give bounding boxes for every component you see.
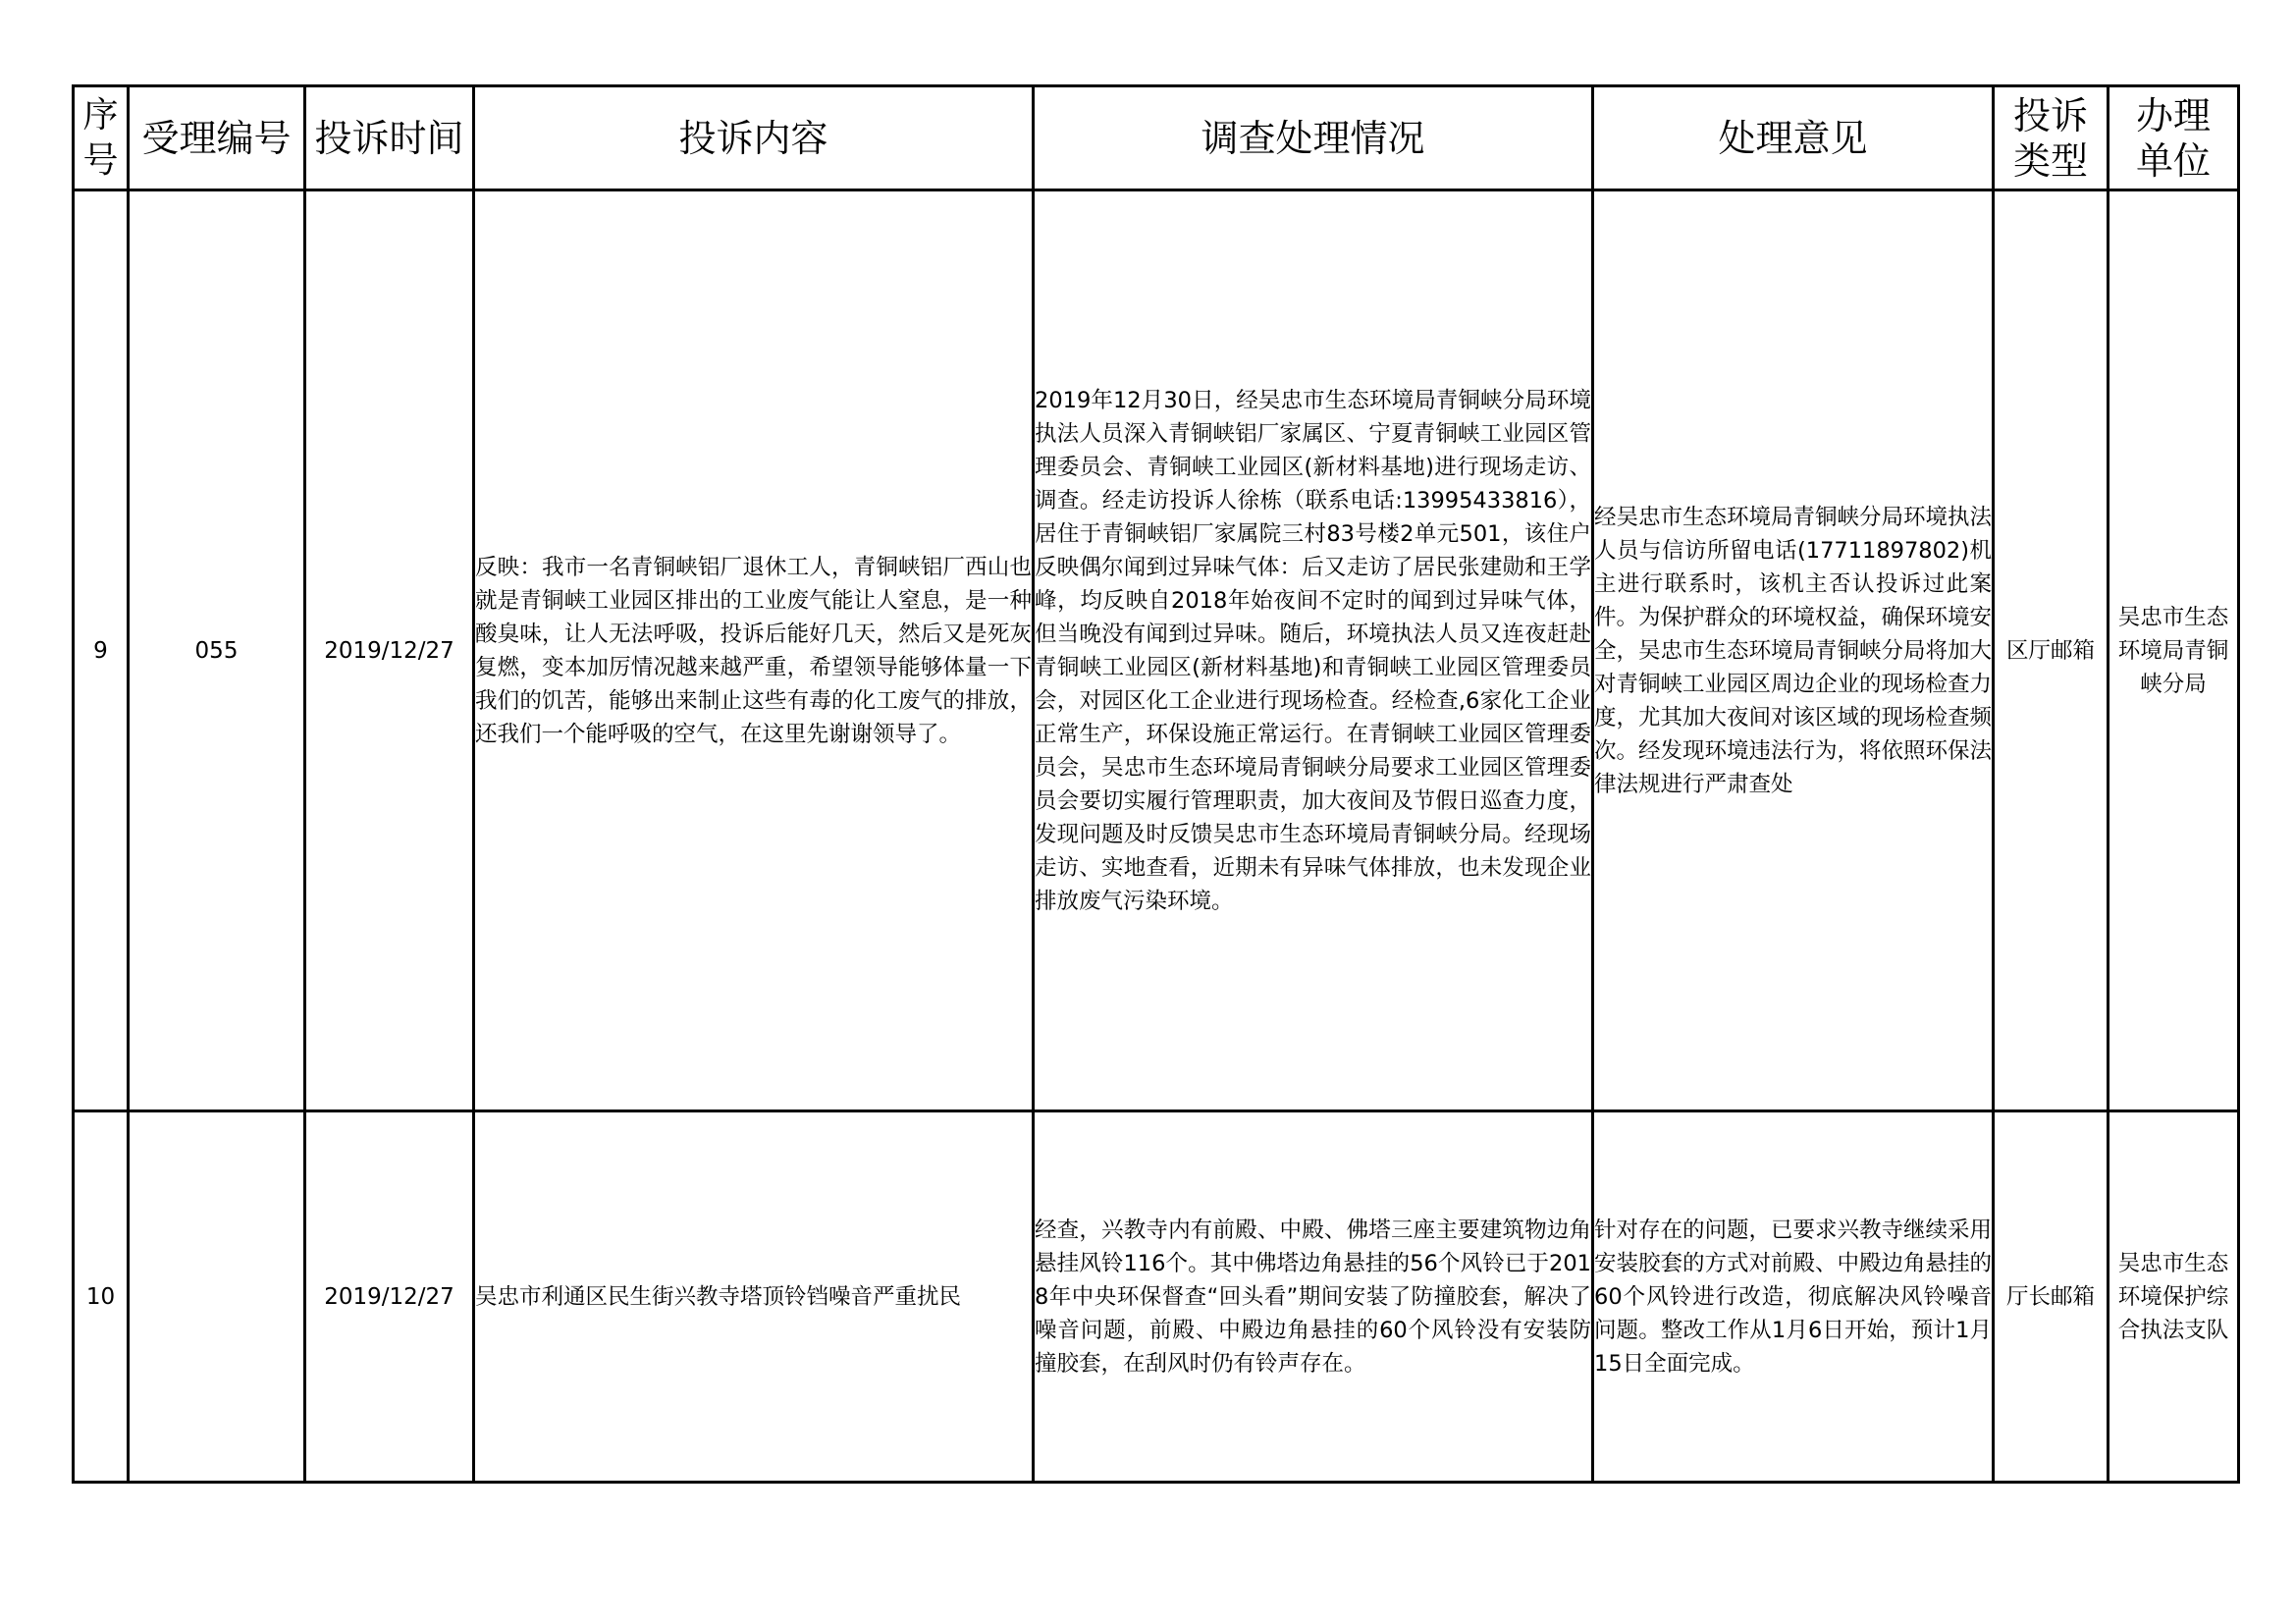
complaints-table <box>72 84 2240 1484</box>
header-opinion: 处理意见 <box>1593 86 1994 190</box>
cell-unit: 吴忠市生态环境局青铜峡分局 <box>2109 190 2239 1111</box>
cell-opinion: 针对存在的问题，已要求兴教寺继续采用安装胶套的方式对前殿、中殿边角悬挂的60个风铃进行改造，彻底解决风铃噪音问题。整改工作从1月6日开始，预计1月15日全面完成。 <box>1593 1111 1994 1483</box>
cell-accept-no <box>129 1111 305 1483</box>
cell-opinion: 经吴忠市生态环境局青铜峡分局环境执法人员与信访所留电话(17711897802)机主进行联系时，该机主否认投诉过此案件。为保护群众的环境权益，确保环境安全，吴忠市生态环境局青铜峡分局将加大对青铜峡工业园区周边企业的现场检查力度，尤其加大夜间对该区域的现场检查频次。经发现环境违法行为，将依照环保法律法规进行严肃查处 <box>1593 190 1994 1111</box>
cell-content: 反映：我市一名青铜峡铝厂退休工人，青铜峡铝厂西山也就是青铜峡工业园区排出的工业废气能让人窒息，是一种酸臭味，让人无法呼吸，投诉后能好几天，然后又是死灰复燃，变本加厉情况越来越严重，希望领导能够体量一下我们的饥苦，能够出来制止这些有毒的化工废气的排放，还我们一个能呼吸的空气，在这里先谢谢领导了。 <box>474 190 1034 1111</box>
header-unit: 办理单位 <box>2109 86 2239 190</box>
cell-investigation: 2019年12月30日，经吴忠市生态环境局青铜峡分局环境执法人员深入青铜峡铝厂家属区、宁夏青铜峡工业园区管理委员会、青铜峡工业园区(新材料基地)进行现场走访、调查。经走访投诉人徐栋（联系电话:13995433816），居住于青铜峡铝厂家属院三村83号楼2单元501，该住户反映偶尔闻到过异味气体：后又走访了居民张建勋和王学峰，均反映自2018年始夜间不定时的闻到过异味气体，但当晚没有闻到过异味。随后，环境执法人员又连夜赶赴青铜峡工业园区(新材料基地)和青铜峡工业园区管理委员会，对园区化工企业进行现场检查。经检查,6家化工企业正常生产，环保设施正常运行。在青铜峡工业园区管理委员会，吴忠市生态环境局青铜峡分局要求工业园区管理委员会要切实履行管理职责，加大夜间及节假日巡查力度，发现问题及时反馈吴忠市生态环境局青铜峡分局。经现场走访、实地查看，近期未有异味气体排放，也未发现企业排放废气污染环境。 <box>1034 190 1593 1111</box>
header-seq: 序号 <box>74 86 129 190</box>
cell-unit: 吴忠市生态环境保护综合执法支队 <box>2109 1111 2239 1483</box>
cell-type: 区厅邮箱 <box>1994 190 2109 1111</box>
table-row <box>74 190 2239 1111</box>
header-complaint-time: 投诉时间 <box>305 86 474 190</box>
header-type: 投诉类型 <box>1994 86 2109 190</box>
cell-content: 吴忠市利通区民生街兴教寺塔顶铃铛噪音严重扰民 <box>474 1111 1034 1483</box>
cell-seq: 10 <box>74 1111 129 1483</box>
header-investigation: 调查处理情况 <box>1034 86 1593 190</box>
table-row <box>74 1111 2239 1483</box>
cell-investigation: 经查，兴教寺内有前殿、中殿、佛塔三座主要建筑物边角悬挂风铃116个。其中佛塔边角悬挂的56个风铃已于2018年中央环保督查“回头看”期间安装了防撞胶套，解决了噪音问题，前殿、中殿边角悬挂的60个风铃没有安装防撞胶套，在刮风时仍有铃声存在。 <box>1034 1111 1593 1483</box>
header-row <box>74 86 2239 190</box>
cell-complaint-time: 2019/12/27 <box>305 190 474 1111</box>
header-content: 投诉内容 <box>474 86 1034 190</box>
cell-type: 厅长邮箱 <box>1994 1111 2109 1483</box>
cell-accept-no: 055 <box>129 190 305 1111</box>
cell-seq: 9 <box>74 190 129 1111</box>
cell-complaint-time: 2019/12/27 <box>305 1111 474 1483</box>
header-accept-no: 受理编号 <box>129 86 305 190</box>
